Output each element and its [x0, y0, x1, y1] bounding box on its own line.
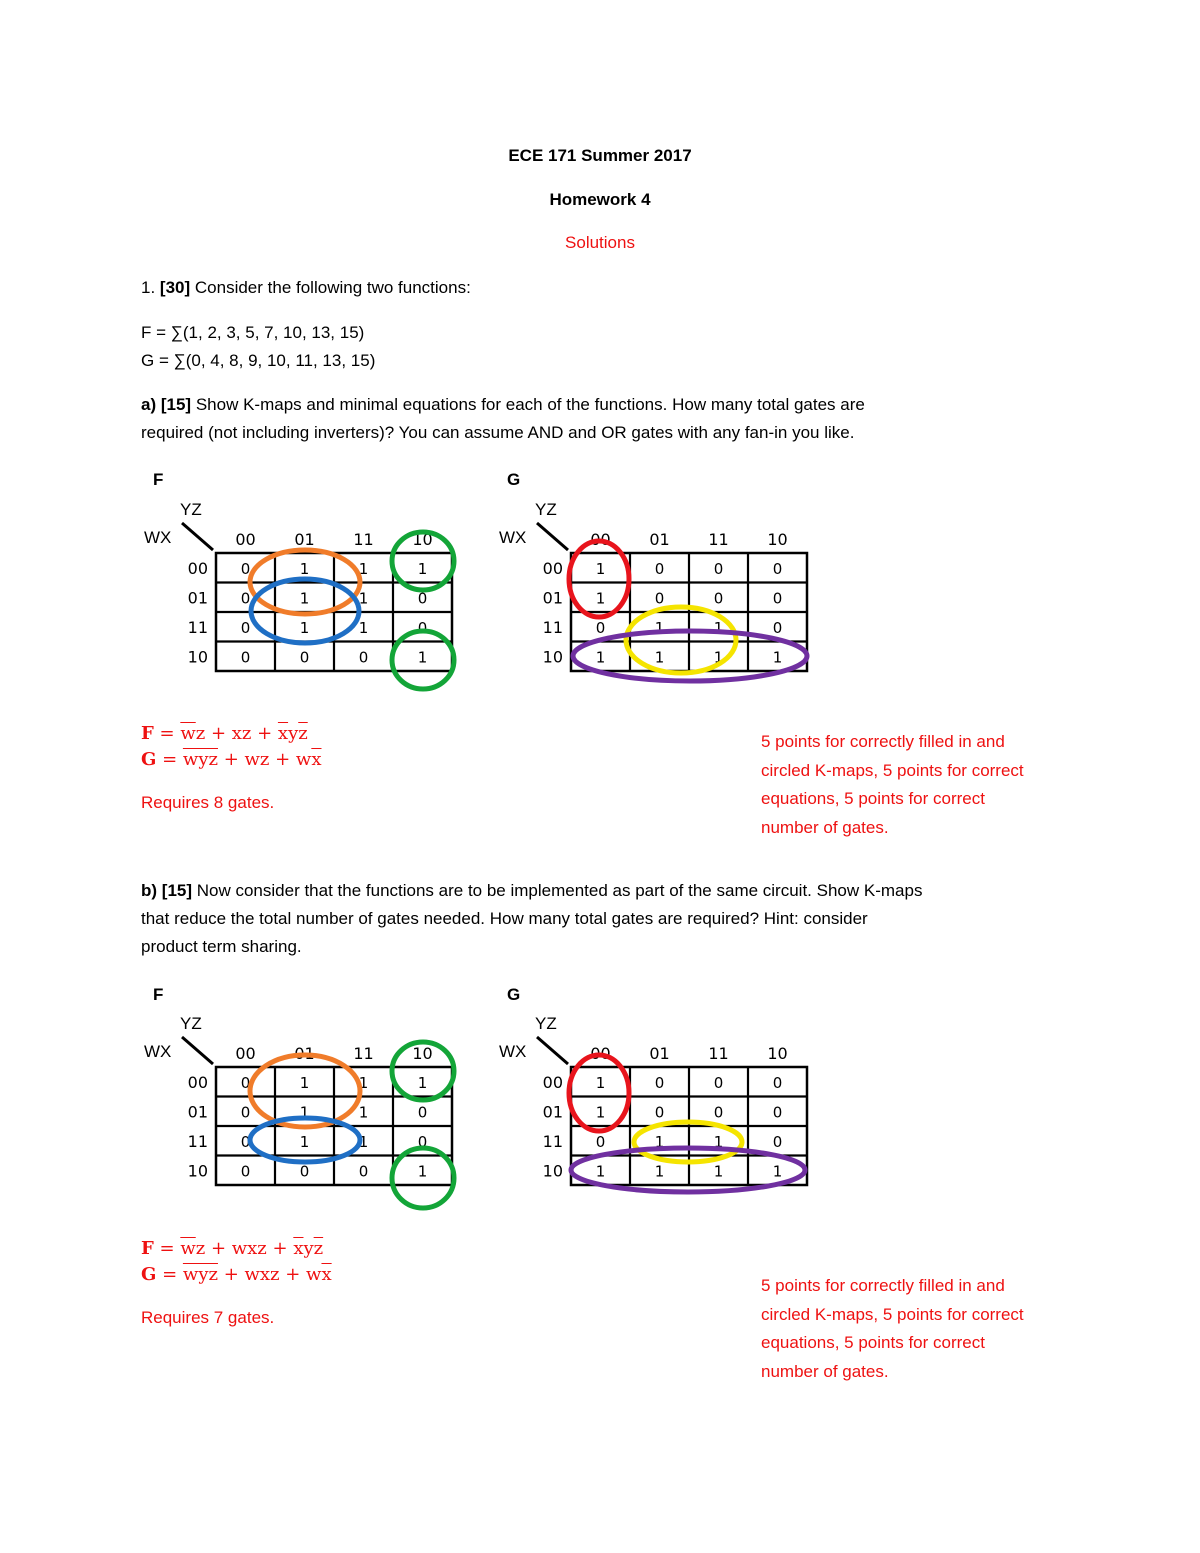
yellow-group-circle [626, 607, 736, 673]
part-a-grading-note [761, 728, 1081, 842]
kmap-col-header: 11 [353, 530, 374, 549]
part-a-text-2: required (not including inverters)? You can assume AND and OR gates with any fan-in you like. [141, 423, 855, 442]
kmap-cell-value: 0 [595, 618, 606, 637]
kmap-cell-value: 1 [358, 559, 369, 578]
kmap-row-var-label: WX [499, 528, 527, 547]
part-b-F-map-title: F [153, 985, 164, 1004]
kmap-cell-value: 1 [595, 1073, 606, 1092]
kmap-cell-value: 1 [713, 618, 724, 637]
kmap-col-header: 11 [353, 1044, 374, 1063]
kmap-row-header: 11 [187, 1131, 208, 1151]
kmap-col-header: 01 [294, 530, 315, 549]
kmap-row-header: 10 [542, 1161, 563, 1181]
doc-title: ECE 171 Summer 2017 [508, 146, 692, 165]
kmap-row-header: 00 [542, 558, 563, 578]
part-a-F-kmap [144, 500, 454, 689]
kmap-row-var-label: WX [499, 1042, 527, 1061]
part-a-F-map-title: F [153, 470, 164, 489]
kmap-cell-value: 0 [595, 1132, 606, 1151]
kmap-row-header: 10 [187, 1161, 208, 1181]
part-a-gate-count: Requires 8 gates. [141, 793, 275, 812]
kmap-cell-value: 0 [240, 1103, 251, 1122]
kmaps-layer [144, 500, 807, 1208]
kmap-cell-value: 1 [299, 1103, 310, 1122]
kmap-cell-value: 0 [713, 589, 724, 608]
kmap-cell-value: 1 [299, 589, 310, 608]
kmap-col-header: 11 [708, 1044, 729, 1063]
part-b-text-3: product term sharing. [141, 937, 302, 956]
kmap-cell-value: 0 [240, 1073, 251, 1092]
kmap-cell-value: 0 [358, 648, 369, 667]
kmap-col-var-label: YZ [180, 1014, 202, 1033]
kmap-col-header: 01 [649, 1044, 670, 1063]
kmap-cell-value: 0 [299, 648, 310, 667]
kmap-cell-value: 1 [595, 1162, 606, 1181]
kmap-col-header: 00 [235, 1044, 256, 1063]
kmap-corner-line [182, 1037, 213, 1064]
grading-line: circled K-maps, 5 points for correct [761, 760, 1024, 780]
kmap-cell-value: 0 [240, 1162, 251, 1181]
part-a-answer-G: $G = \overline{wyz}$ + wz + $w\overline{x}$ [141, 749, 322, 770]
kmap-cell-value: 0 [654, 589, 665, 608]
part-b-gate-count: Requires 7 gates. [141, 1308, 275, 1327]
kmap-col-header: 10 [412, 530, 433, 549]
kmap-cell-value: 1 [358, 1103, 369, 1122]
kmap-cell-value: 0 [772, 618, 783, 637]
kmap-cell-value: 1 [595, 559, 606, 578]
kmap-col-header: 00 [590, 1044, 611, 1063]
kmap-col-header: 11 [708, 530, 729, 549]
kmap-cell-value: 1 [654, 1132, 665, 1151]
kmap-col-var-label: YZ [535, 1014, 557, 1033]
part-b-question [141, 877, 922, 961]
kmap-cell-value: 1 [772, 648, 783, 667]
kmap-cell-value: 1 [595, 648, 606, 667]
kmap-cell-value: 0 [240, 1132, 251, 1151]
kmap-cell-value: 1 [654, 1162, 665, 1181]
grading-line: number of gates. [761, 1361, 889, 1381]
kmap-cell-value: 0 [772, 589, 783, 608]
kmap-corner-line [182, 523, 213, 550]
kmap-cell-value: 1 [299, 1073, 310, 1092]
part-b-text-1: Now consider that the functions are to be implemented as part of the same circuit. Show K-maps [196, 881, 923, 900]
part-a-G-kmap [499, 500, 807, 681]
kmap-col-header: 00 [235, 530, 256, 549]
doc-subtitle: Homework 4 [549, 190, 651, 209]
kmap-row-header: 11 [542, 617, 563, 637]
F-definition: F = ∑(1, 2, 3, 5, 7, 10, 13, 15) [141, 323, 365, 342]
problem-prompt: Consider the following two functions: [194, 278, 471, 297]
kmap-row-header: 11 [187, 617, 208, 637]
kmap-col-header: 00 [590, 530, 611, 549]
part-a-points: [15] [160, 395, 192, 414]
kmap-cell-value: 1 [595, 1103, 606, 1122]
kmap-cell-value: 0 [772, 1073, 783, 1092]
part-a-answer-F: $F = \overline{w}z$ + xz + $\overline{x}y\overline{z}$ [141, 723, 308, 744]
kmap-cell-value: 1 [299, 559, 310, 578]
kmap-cell-value: 0 [299, 1162, 310, 1181]
kmap-row-header: 01 [542, 588, 563, 608]
kmap-row-header: 00 [542, 1072, 563, 1092]
kmap-col-header: 01 [649, 530, 670, 549]
kmap-cell-value: 1 [299, 1132, 310, 1151]
part-b-grading-note [761, 1272, 1081, 1386]
kmap-cell-value: 0 [772, 1132, 783, 1151]
kmap-cell-value: 0 [417, 1103, 428, 1122]
kmap-cell-value: 1 [358, 1073, 369, 1092]
kmap-row-var-label: WX [144, 528, 172, 547]
solutions-label: Solutions [565, 233, 635, 252]
kmap-cell-value: 1 [654, 648, 665, 667]
kmap-cell-value: 0 [240, 618, 251, 637]
kmap-cell-value: 0 [713, 1103, 724, 1122]
kmap-cell-value: 0 [358, 1162, 369, 1181]
kmap-cell-value: 0 [654, 1073, 665, 1092]
kmap-row-header: 11 [542, 1131, 563, 1151]
G-definition: G = ∑(0, 4, 8, 9, 10, 11, 13, 15) [141, 351, 376, 370]
part-b-G-kmap [499, 1014, 807, 1192]
part-a-G-map-title: G [507, 470, 521, 489]
kmap-cell-value: 0 [417, 589, 428, 608]
kmap-col-header: 10 [767, 530, 788, 549]
kmap-cell-value: 1 [299, 618, 310, 637]
kmap-cell-value: 1 [713, 648, 724, 667]
kmap-cell-value: 1 [417, 1073, 428, 1092]
kmap-cell-value: 1 [358, 618, 369, 637]
kmap-cell-value: 1 [358, 589, 369, 608]
kmap-col-header: 10 [767, 1044, 788, 1063]
kmap-cell-value: 1 [417, 648, 428, 667]
kmap-cell-value: 0 [713, 559, 724, 578]
kmap-row-header: 10 [542, 647, 563, 667]
kmap-col-header: 01 [294, 1044, 315, 1063]
part-b-answer-F: $F = \overline{w}z$ + wxz + $\overline{x}y\overline{z}$ [141, 1238, 324, 1259]
kmap-cell-value: 0 [417, 1132, 428, 1151]
kmap-cell-value: 1 [417, 559, 428, 578]
part-b-G-map-title: G [507, 985, 521, 1004]
grading-line: equations, 5 points for correct [761, 1333, 985, 1352]
kmap-row-header: 01 [187, 1102, 208, 1122]
kmap-cell-value: 0 [713, 1073, 724, 1092]
kmap-cell-value: 1 [713, 1162, 724, 1181]
kmap-row-header: 00 [187, 558, 208, 578]
kmap-cell-value: 0 [417, 618, 428, 637]
kmap-cell-value: 0 [240, 589, 251, 608]
part-a-text-1: Show K-maps and minimal equations for each of the functions. How many total gates are [195, 395, 865, 414]
grading-line: equations, 5 points for correct [761, 789, 985, 808]
kmap-cell-value: 0 [772, 559, 783, 578]
grading-line: 5 points for correctly filled in and [761, 732, 1005, 751]
kmap-cell-value: 1 [417, 1162, 428, 1181]
part-b-points: [15] [161, 881, 193, 900]
part-b-F-kmap [144, 1014, 454, 1208]
grading-line: circled K-maps, 5 points for correct [761, 1304, 1024, 1324]
kmap-cell-value: 0 [654, 559, 665, 578]
kmap-cell-value: 1 [595, 589, 606, 608]
kmap-row-header: 01 [542, 1102, 563, 1122]
kmap-cell-value: 1 [654, 618, 665, 637]
kmap-row-header: 10 [187, 647, 208, 667]
kmap-corner-line [537, 1037, 568, 1064]
kmap-row-header: 01 [187, 588, 208, 608]
kmap-cell-value: 0 [240, 648, 251, 667]
kmap-cell-value: 0 [772, 1103, 783, 1122]
kmap-cell-value: 0 [240, 559, 251, 578]
kmap-col-var-label: YZ [180, 500, 202, 519]
problem-number: 1. [141, 278, 156, 297]
kmap-col-var-label: YZ [535, 500, 557, 519]
kmap-corner-line [537, 523, 568, 550]
kmap-cell-value: 0 [654, 1103, 665, 1122]
kmap-row-var-label: WX [144, 1042, 172, 1061]
kmap-col-header: 10 [412, 1044, 433, 1063]
kmap-cell-value: 1 [772, 1162, 783, 1181]
grading-line: 5 points for correctly filled in and [761, 1276, 1005, 1295]
kmap-cell-value: 1 [713, 1132, 724, 1151]
kmap-row-header: 00 [187, 1072, 208, 1092]
part-a-label: a) [141, 395, 157, 414]
part-b-text-2: that reduce the total number of gates needed. How many total gates are required? Hint: consider [141, 909, 868, 928]
kmap-cell-value: 1 [358, 1132, 369, 1151]
part-b-label: b) [141, 881, 158, 900]
part-b-answer-G: $G = \overline{wyz}$ + wxz + $w\overline{x}$ [141, 1264, 332, 1285]
grading-line: number of gates. [761, 817, 889, 837]
problem-points: [30] [159, 278, 191, 297]
